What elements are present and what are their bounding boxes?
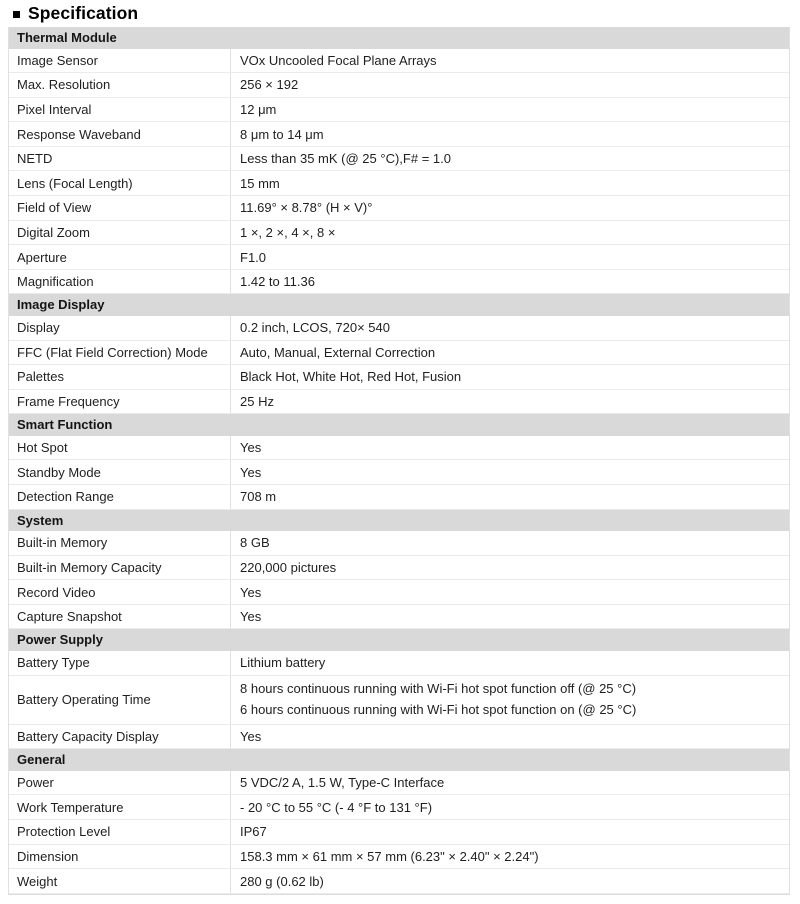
page-title-text: Specification — [28, 3, 139, 23]
table-row — [9, 676, 789, 725]
spec-value: Yes — [240, 464, 262, 480]
spec-value: F1.0 — [240, 249, 267, 265]
table-row — [9, 49, 789, 74]
table-row — [9, 869, 789, 894]
table-row — [9, 556, 789, 581]
spec-value: - 20 °C to 55 °C (- 4 °F to 131 °F) — [240, 799, 433, 815]
spec-label: Palettes — [9, 365, 231, 389]
spec-value: 1 ×, 2 ×, 4 ×, 8 × — [240, 224, 336, 240]
spec-label: Standby Mode — [9, 460, 231, 484]
table-row — [9, 460, 789, 485]
spec-label: Magnification — [9, 270, 231, 294]
spec-label: Image Sensor — [9, 49, 231, 73]
page-title — [0, 0, 800, 27]
spec-label: Detection Range — [9, 485, 231, 509]
spec-value: 708 m — [240, 489, 277, 505]
spec-label: Record Video — [9, 580, 231, 604]
table-row — [9, 845, 789, 870]
table-row — [9, 485, 789, 510]
spec-label: Max. Resolution — [9, 73, 231, 97]
spec-value: 280 g (0.62 lb) — [240, 873, 324, 889]
spec-value: Auto, Manual, External Correction — [240, 344, 436, 360]
spec-label: Lens (Focal Length) — [9, 171, 231, 195]
spec-value: Yes — [240, 729, 262, 745]
spec-value: IP67 — [240, 824, 267, 840]
table-row — [9, 436, 789, 461]
section-header: Power Supply — [9, 629, 789, 651]
spec-value: Yes — [240, 609, 262, 625]
spec-value: 0.2 inch, LCOS, 720× 540 — [240, 320, 390, 336]
spec-value: 12 μm — [240, 101, 277, 117]
spec-value: Yes — [240, 440, 262, 456]
spec-label: Capture Snapshot — [9, 605, 231, 629]
spec-value: 256 × 192 — [240, 77, 299, 93]
table-row — [9, 147, 789, 172]
table-row — [9, 98, 789, 123]
spec-value-line: 6 hours continuous running with Wi-Fi hot spot function on (@ 25 °C) — [240, 702, 637, 718]
spec-value: VOx Uncooled Focal Plane Arrays — [240, 52, 437, 68]
spec-value: Yes — [240, 584, 262, 600]
table-row — [9, 580, 789, 605]
spec-label: Protection Level — [9, 820, 231, 844]
table-row — [9, 365, 789, 390]
spec-value-line: 8 hours continuous running with Wi-Fi hot spot function off (@ 25 °C) — [240, 681, 637, 697]
table-row — [9, 795, 789, 820]
table-row — [9, 196, 789, 221]
spec-label: Weight — [9, 869, 231, 893]
table-row — [9, 651, 789, 676]
spec-label: Dimension — [9, 845, 231, 869]
table-row — [9, 316, 789, 341]
spec-label: Field of View — [9, 196, 231, 220]
spec-label: NETD — [9, 147, 231, 171]
table-row — [9, 390, 789, 415]
spec-label: Battery Operating Time — [9, 676, 231, 724]
spec-value: 8 μm to 14 μm — [240, 126, 324, 142]
table-row — [9, 341, 789, 366]
spec-value: Black Hot, White Hot, Red Hot, Fusion — [240, 369, 462, 385]
spec-label: Aperture — [9, 245, 231, 269]
section-header: Thermal Module — [9, 27, 789, 49]
table-row — [9, 270, 789, 295]
spec-value: Less than 35 mK (@ 25 °C),F# = 1.0 — [240, 151, 451, 167]
spec-value: Lithium battery — [240, 655, 326, 671]
table-row — [9, 605, 789, 630]
table-row — [9, 771, 789, 796]
spec-value — [231, 676, 789, 724]
spec-value: 5 VDC/2 A, 1.5 W, Type-C Interface — [240, 775, 445, 791]
spec-label: Pixel Interval — [9, 98, 231, 122]
spec-table — [8, 27, 790, 895]
spec-label: Frame Frequency — [9, 390, 231, 414]
spec-value: 8 GB — [240, 535, 270, 551]
table-row — [9, 245, 789, 270]
table-row — [9, 725, 789, 750]
spec-value: 158.3 mm × 61 mm × 57 mm (6.23" × 2.40" × 2.24") — [240, 848, 539, 864]
table-row — [9, 122, 789, 147]
table-row — [9, 820, 789, 845]
table-row — [9, 171, 789, 196]
spec-value: 1.42 to 11.36 — [240, 274, 315, 290]
spec-label: Power — [9, 771, 231, 795]
spec-label: Digital Zoom — [9, 221, 231, 245]
spec-value: 11.69° × 8.78° (H × V)° — [240, 200, 373, 216]
spec-label: Hot Spot — [9, 436, 231, 460]
spec-label: Built-in Memory Capacity — [9, 556, 231, 580]
spec-value: 15 mm — [240, 175, 280, 191]
spec-label: Battery Capacity Display — [9, 725, 231, 749]
section-header: Smart Function — [9, 414, 789, 436]
spec-label: Battery Type — [9, 651, 231, 675]
table-row — [9, 73, 789, 98]
table-row — [9, 531, 789, 556]
spec-label: Built-in Memory — [9, 531, 231, 555]
section-header: Image Display — [9, 294, 789, 316]
section-header: System — [9, 510, 789, 532]
table-row — [9, 221, 789, 246]
spec-value: 25 Hz — [240, 394, 274, 410]
spec-label: Response Waveband — [9, 122, 231, 146]
spec-label: Work Temperature — [9, 795, 231, 819]
section-header: General — [9, 749, 789, 771]
square-bullet-icon — [13, 11, 20, 18]
spec-label: FFC (Flat Field Correction) Mode — [9, 341, 231, 365]
spec-label: Display — [9, 316, 231, 340]
spec-value: 220,000 pictures — [240, 559, 337, 575]
